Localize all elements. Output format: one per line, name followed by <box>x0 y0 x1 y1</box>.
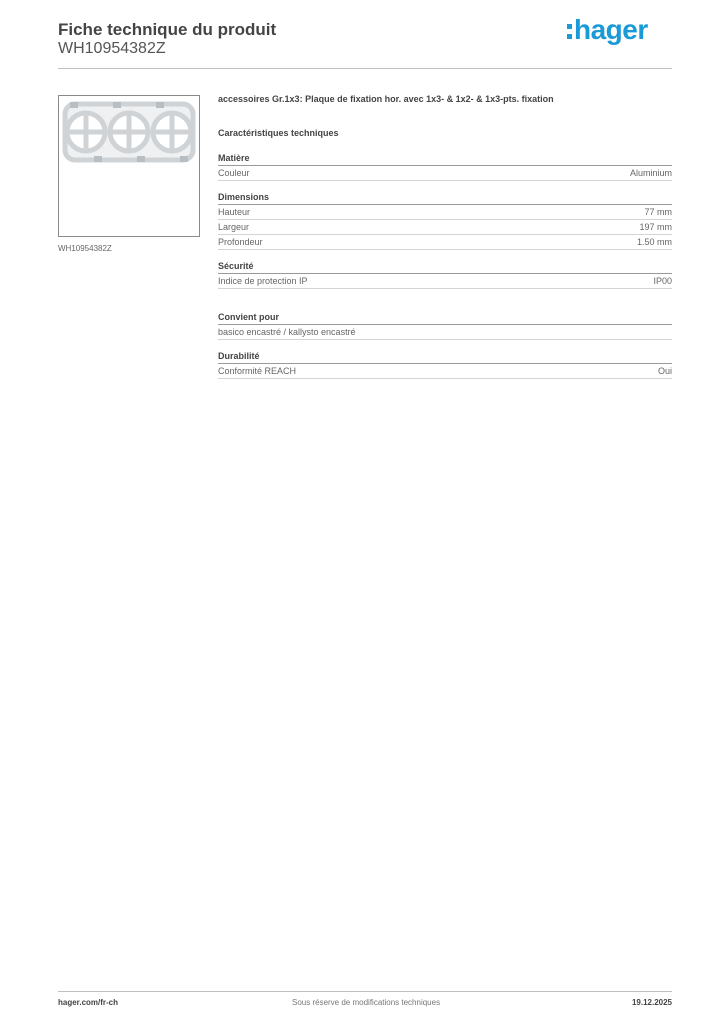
spec-value: 1.50 mm <box>636 237 672 247</box>
spec-group-matiere <box>218 153 672 181</box>
spec-group-title: Convient pour <box>218 312 672 325</box>
footer-date: 19.12.2025 <box>631 998 672 1007</box>
spec-group-title: Sécurité <box>218 261 672 274</box>
spec-row <box>218 325 672 340</box>
logo-text: hager <box>574 14 648 45</box>
spec-group-title: Dimensions <box>218 192 672 205</box>
spec-row <box>218 166 672 181</box>
spec-label: Hauteur <box>218 207 251 217</box>
spec-group-securite <box>218 261 672 289</box>
spec-group-durabilite <box>218 351 672 379</box>
spec-label: Profondeur <box>218 237 263 247</box>
spec-label: Conformité REACH <box>218 366 297 376</box>
spec-label: basico encastré / kallysto encastré <box>218 327 356 337</box>
product-image <box>58 95 200 237</box>
spec-row <box>218 205 672 220</box>
spec-row <box>218 220 672 235</box>
spec-label: Couleur <box>218 168 250 178</box>
spec-value: IP00 <box>653 276 672 286</box>
spec-label: Largeur <box>218 222 250 232</box>
image-caption: WH10954382Z <box>58 244 112 253</box>
spec-row <box>218 364 672 379</box>
spec-value: Oui <box>657 366 672 376</box>
spec-group-title: Durabilité <box>218 351 672 364</box>
footer-divider <box>58 991 672 992</box>
spec-value: Aluminium <box>629 168 672 178</box>
spec-value: 77 mm <box>644 207 672 217</box>
product-content <box>218 94 672 390</box>
footer-website-link[interactable]: hager.com/fr-ch <box>58 998 119 1007</box>
spec-label: Indice de protection IP <box>218 276 308 286</box>
product-reference: WH10954382Z <box>58 40 166 57</box>
spec-group-dimensions <box>218 192 672 250</box>
spec-row <box>218 235 672 250</box>
specs-heading: Caractéristiques techniques <box>218 128 339 138</box>
hager-logo <box>567 14 648 46</box>
spec-group-title: Matière <box>218 153 672 166</box>
page-title: Fiche technique du produit <box>58 20 277 39</box>
spec-row <box>218 274 672 289</box>
footer-notice: Sous réserve de modifications techniques <box>292 998 441 1007</box>
product-description: accessoires Gr.1x3: Plaque de fixation hor. avec 1x3- & 1x2- & 1x3-pts. fixation <box>218 94 554 104</box>
logo-dots-icon <box>567 24 572 39</box>
mounting-plate-icon <box>61 98 197 168</box>
header-divider <box>58 68 672 69</box>
spec-group-convient-pour <box>218 312 672 340</box>
spec-value: 197 mm <box>639 222 672 232</box>
